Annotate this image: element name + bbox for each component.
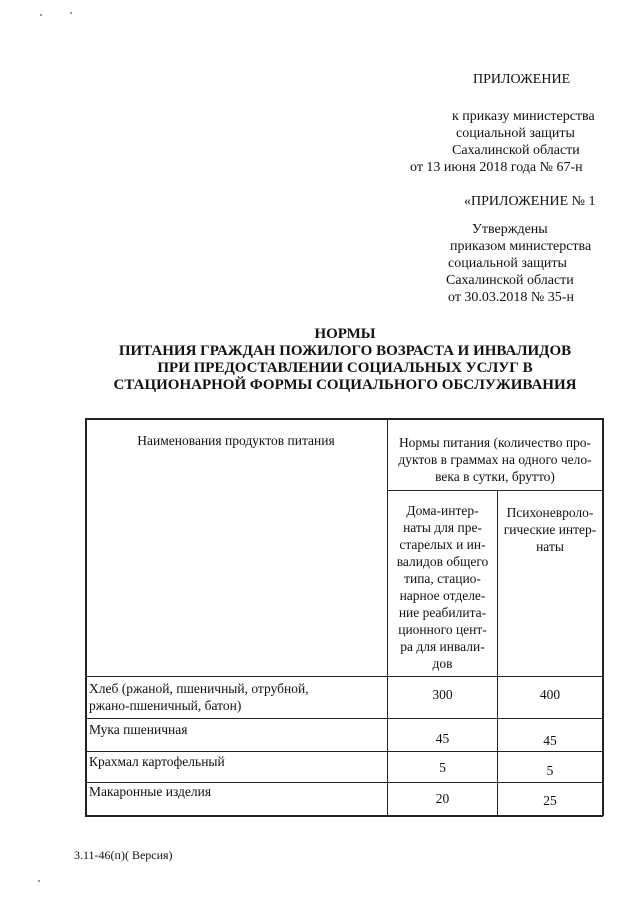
approved-line: социальной защиты	[448, 256, 567, 271]
approved-line: приказом министерства	[450, 239, 592, 254]
header-homes-line: ра для инвали-	[400, 639, 485, 654]
header-homes-line: старелых и ин-	[399, 537, 486, 552]
approved-line: от 30.03.2018 № 35-н	[448, 290, 574, 305]
row-divider	[85, 751, 603, 752]
title-line: НОРМЫ	[314, 326, 376, 342]
header-homes-line: валидов общего	[396, 554, 489, 569]
table-row-name: Макаронные изделия	[89, 784, 212, 799]
header-homes-line: типа, стацио-	[404, 571, 481, 586]
table-border-top	[85, 418, 603, 420]
table-cell-homes: 300	[432, 687, 453, 702]
header-homes-line: ние реабилита-	[398, 605, 487, 620]
header-homes-line: дов	[432, 656, 453, 671]
table-cell-homes: 45	[435, 731, 450, 746]
order-line: от 13 июня 2018 года № 67-н	[410, 160, 583, 175]
approved-line: Утверждены	[472, 222, 548, 237]
table-cell-psych: 400	[539, 687, 561, 702]
header-psych-line: гические интер-	[503, 522, 597, 537]
order-line: к приказу министерства	[452, 109, 595, 124]
appendix-label: ПРИЛОЖЕНИЕ	[473, 72, 571, 87]
header-product-name: Наименования продуктов питания	[137, 433, 335, 448]
row-name-line: ржано-пшеничный, батон)	[89, 698, 242, 713]
table-border-left	[85, 418, 87, 816]
header-homes-line: ционного цент-	[398, 622, 487, 637]
header-norms-line: дуктов в граммах на одного чело-	[398, 452, 592, 467]
document-title	[80, 326, 610, 394]
header-divider	[387, 490, 603, 491]
approved-line: Сахалинской области	[446, 273, 574, 288]
header-homes-line: Дома-интер-	[406, 503, 479, 518]
header-homes-line: нарное отделе-	[399, 588, 486, 603]
table-border-right	[602, 418, 604, 816]
row-name-line: Хлеб (ржаной, пшеничный, отрубной,	[89, 681, 309, 696]
table-cell-psych: 45	[543, 733, 557, 748]
title-line: СТАЦИОНАРНОЙ ФОРМЫ СОЦИАЛЬНОГО ОБСЛУЖИВАНИЯ	[113, 377, 577, 393]
header-psych-line: наты	[536, 539, 564, 554]
header-homes	[388, 502, 497, 672]
approved-reference	[444, 221, 624, 306]
order-reference	[410, 108, 620, 176]
table-row-name: Крахмал картофельный	[89, 754, 225, 769]
header-psych	[498, 504, 602, 555]
table-row-name: Мука пшеничная	[89, 722, 188, 737]
table-cell-psych: 5	[546, 763, 554, 778]
title-line: ПИТАНИЯ ГРАЖДАН ПОЖИЛОГО ВОЗРАСТА И ИНВАЛИДОВ	[118, 343, 572, 359]
title-line: ПРИ ПРЕДОСТАВЛЕНИИ СОЦИАЛЬНЫХ УСЛУГ В	[157, 360, 533, 376]
document-version-footer: 3.11-46(п)( Версия)	[74, 848, 173, 862]
nutrition-table	[85, 418, 603, 816]
header-norms	[388, 434, 602, 485]
table-cell-psych: 25	[543, 793, 557, 808]
table-row-name	[89, 680, 385, 714]
header-homes-line: наты для пре-	[403, 520, 482, 535]
row-divider	[85, 718, 603, 719]
order-line: Сахалинской области	[452, 143, 580, 158]
scan-speck	[70, 12, 72, 14]
scan-speck	[38, 880, 40, 882]
table-border-bottom	[85, 815, 603, 817]
table-cell-homes: 20	[435, 791, 450, 806]
header-norms-line: Нормы питания (количество про-	[398, 435, 592, 450]
scan-speck	[40, 14, 42, 16]
row-divider	[85, 676, 603, 677]
header-norms-line: века в сутки, брутто)	[435, 469, 555, 484]
table-cell-homes: 5	[439, 760, 446, 775]
order-line: социальной защиты	[456, 126, 575, 141]
header-psych-line: Психоневроло-	[506, 505, 594, 520]
appendix-1-label: «ПРИЛОЖЕНИЕ № 1	[464, 194, 596, 209]
